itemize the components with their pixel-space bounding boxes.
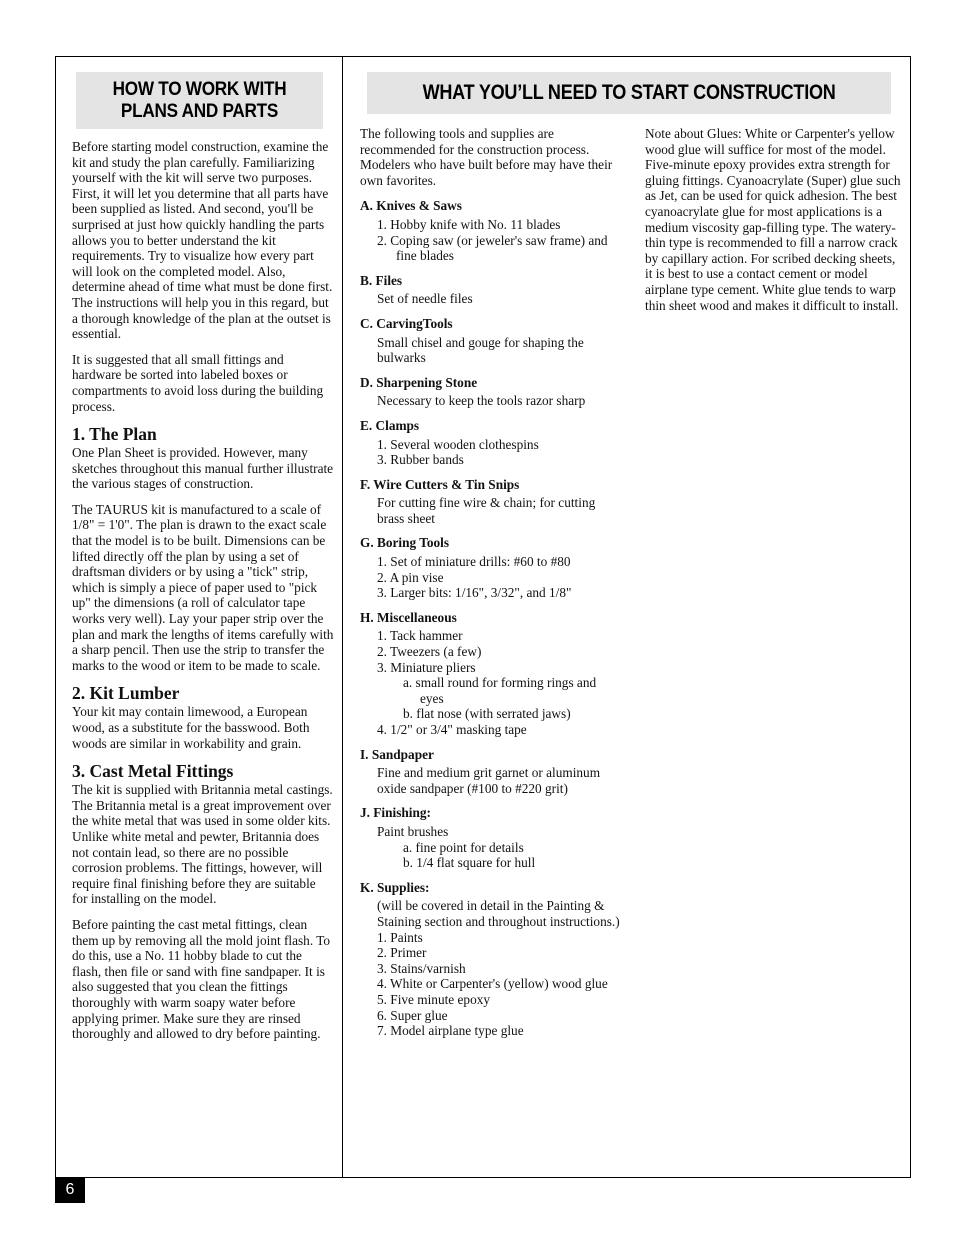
tools-column [360, 126, 622, 1039]
left-heading-line1: HOW TO WORK WITH [112, 78, 287, 100]
list-item: (will be covered in detail in the Painting & Staining section and throughout instructions.) [377, 898, 620, 929]
plan-subheading: 1. The Plan [72, 424, 157, 445]
section-b-title: B. Files [360, 272, 403, 288]
section-c-title: C. CarvingTools [360, 315, 453, 331]
section-h-title: H. Miscellaneous [360, 609, 457, 625]
list-item: Necessary to keep the tools razor sharp [377, 393, 586, 409]
column-divider [342, 56, 343, 1178]
section-j-title: J. Finishing: [360, 805, 431, 821]
right-heading [367, 72, 891, 114]
list-item: 2. Coping saw (or jeweler's saw frame) and fine blades [377, 232, 608, 264]
fittings-paragraph-2: Before painting the cast metal fittings, clean them up by removing all the mold joint flash. To do this, use a No. 11 hobby blade to cut the flash, then file or sand with fine sandpaper. It is also suggested that you clean the fittings thoroughly with warm soapy water before applying primer. Make sure they are rinsed thoroughly and allowed to dry before painting. [72, 916, 331, 1042]
list-subitem: b. 1/4 flat square for hull [403, 855, 536, 871]
list-item: 4. 1/2" or 3/4" masking tape [377, 722, 527, 737]
intro-paragraph-1: Before starting model construction, examine the kit and study the plan carefully. Familiarizing yourself with the kit will serve two purposes. First, it will let you determine that all parts have been supplied as listed. And second, you'll be surprised at just how quickly handling the parts allows you to better understand the kit requirements. Try to visualize how every part will look on the completed model. Also, determine ahead of time what must be done first. The instructions will help you in this regard, but a thorough knowledge of the plan at the outset is essential. [72, 139, 333, 342]
left-column [72, 139, 334, 1052]
tools-intro: The following tools and supplies are recommended for the construction process. Modelers who have built before may have their own favorites. [360, 126, 613, 188]
list-item: 2. Primer [377, 945, 427, 961]
plan-paragraph-2: The TAURUS kit is manufactured to a scale of 1/8" = 1'0". The plan is drawn to the exact scale that the model is to be built. Dimensions can be lifted directly off the plan by using a set of draftsman dividers or by using a "tick" strip, which is simply a piece of paper used to "pick up" the dimensions (a roll of calculator tape works very well). Lay your paper strip over the plan and mark the lengths of items carefully with a sharp pencil. Then use the strip to transfer the marks to the wood or item to be made to scale. [72, 501, 334, 673]
left-heading-line2: PLANS AND PARTS [120, 100, 279, 122]
section-k-title: K. Supplies: [360, 879, 430, 895]
section-e-title: E. Clamps [360, 417, 420, 433]
section-g-title: G. Boring Tools [360, 535, 450, 551]
list-subitem: b. flat nose (with serrated jaws) [403, 706, 571, 722]
list-item: Fine and medium grit garnet or aluminum oxide sandpaper (#100 to #220 grit) [377, 765, 601, 796]
list-item: 3. Stains/varnish [377, 960, 466, 976]
lumber-subheading: 2. Kit Lumber [72, 683, 180, 704]
left-heading [76, 72, 323, 129]
plan-paragraph-1: One Plan Sheet is provided. However, many sketches throughout this manual further illustrate the various stages of construction. [72, 445, 334, 492]
glue-note: Note about Glues: White or Carpenter's yellow wood glue will suffice for most of the model. Five-minute epoxy provides extra strength for gluing fittings. Cyanoacrylate (Super) glue such as Jet, can be used for quick adhesion. The best cyanoacrylate glue for most applications is a medium viscosity gap-filling type. The watery-thin type is recommended to fill a narrow crack by capillary action. For scribed decking sheets, it is best to use a contact cement or model airplane type cement. White glue tends to warp thin sheet wood and makes it difficult to install. [645, 126, 901, 313]
list-item: Set of needle files [377, 291, 473, 307]
list-item: 1. Set of miniature drills: #60 to #80 [377, 554, 571, 570]
section-d-title: D. Sharpening Stone [360, 374, 478, 390]
section-f-title: F. Wire Cutters & Tin Snips [360, 476, 520, 492]
list-subitem: a. small round for forming rings and eyes [403, 675, 597, 706]
page-number: 6 [55, 1177, 85, 1203]
list-subitem: a. fine point for details [403, 839, 524, 855]
list-item: 6. Super glue [377, 1007, 448, 1023]
list-item: 1. Several wooden clothespins [377, 436, 539, 452]
list-item: 3. Rubber bands [377, 452, 464, 468]
list-item: 4. White or Carpenter's (yellow) wood glue [377, 976, 608, 992]
glue-note-column [645, 126, 905, 323]
fittings-paragraph-1: The kit is supplied with Britannia metal castings. The Britannia metal is a great improvement over the white metal that was used in some older kits. Unlike white metal and pewter, Britannia does not contain lead, so there are no possible corrosion problems. The fittings, however, will require final finishing before they are suitable for installing on the model. [72, 782, 333, 907]
list-item: 5. Five minute epoxy [377, 991, 491, 1007]
right-heading-text: WHAT YOU’LL NEED TO START CONSTRUCTION [422, 81, 836, 104]
list-item: 1. Tack hammer [377, 628, 463, 644]
section-a-title: A. Knives & Saws [360, 198, 462, 214]
intro-paragraph-2: It is suggested that all small fittings and hardware be sorted into labeled boxes or compartments to avoid loss during the building process. [72, 351, 324, 414]
list-item: 2. Tweezers (a few) [377, 644, 482, 660]
list-item: 3. Miniature pliers [377, 659, 476, 675]
list-item: For cutting fine wire & chain; for cutting brass sheet [377, 495, 596, 526]
list-item: 3. Larger bits: 1/16", 3/32", and 1/8" [377, 585, 572, 601]
list-item: 1. Paints [377, 929, 423, 945]
list-item: Paint brushes [377, 823, 449, 839]
list-item: Small chisel and gouge for shaping the bulwarks [377, 334, 584, 366]
fittings-subheading: 3. Cast Metal Fittings [72, 761, 234, 782]
list-item: 2. A pin vise [377, 569, 444, 585]
section-i-title: I. Sandpaper [360, 746, 434, 762]
list-item: 7. Model airplane type glue [377, 1023, 524, 1039]
list-item: 1. Hobby knife with No. 11 blades [377, 216, 561, 232]
lumber-paragraph: Your kit may contain limewood, a European wood, as a substitute for the basswood. Both woods are similar in workability and grain. [72, 704, 310, 751]
